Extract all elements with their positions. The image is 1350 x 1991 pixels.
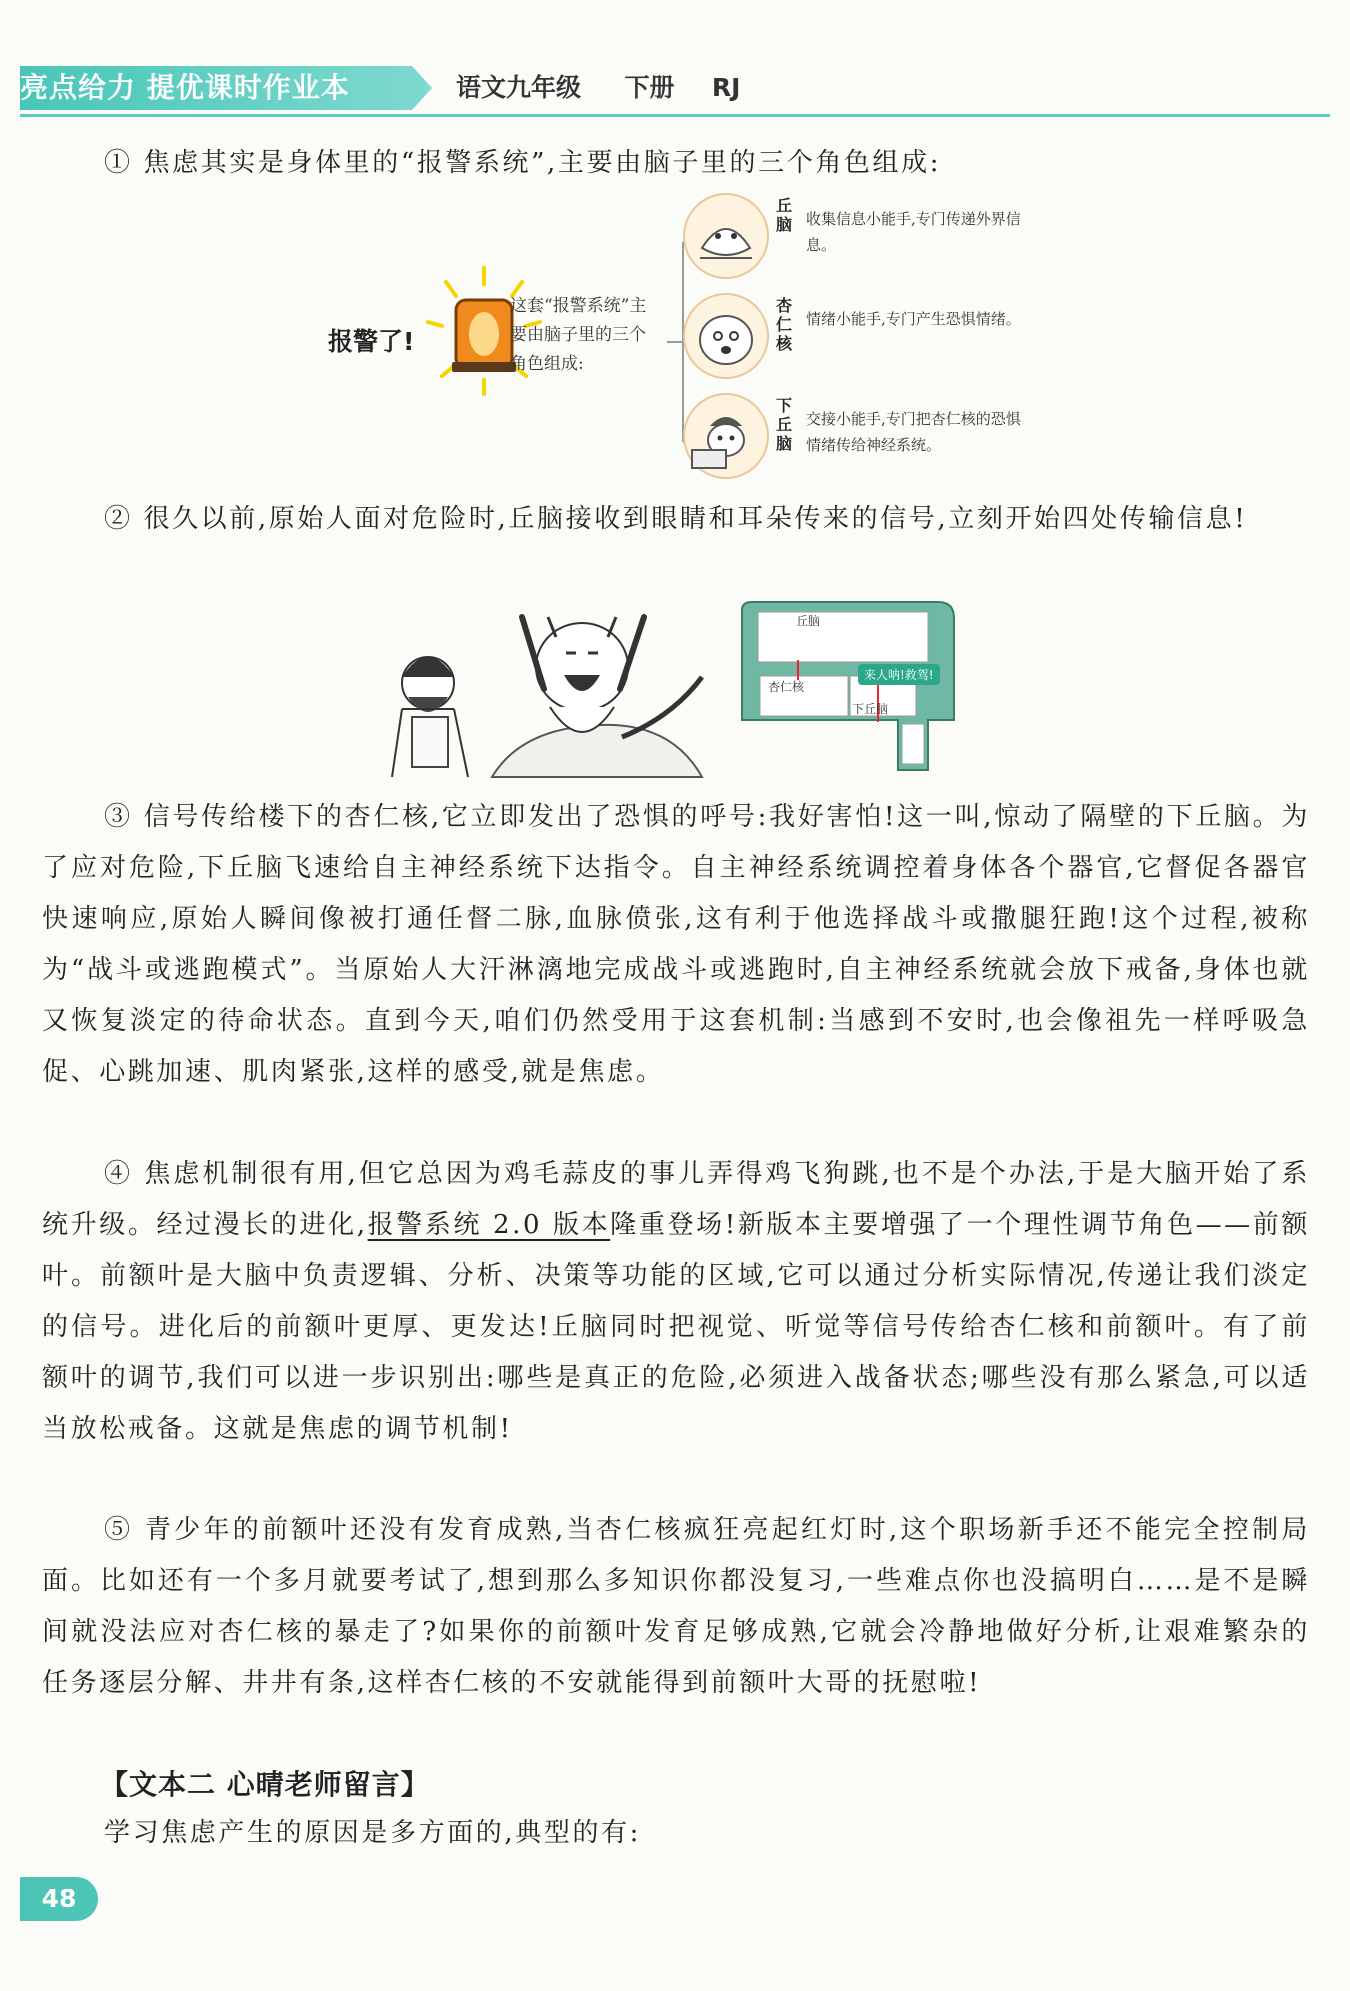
page-header (20, 62, 1330, 118)
underlined-phrase: 报警系统 2.0 版本 (367, 1210, 611, 1240)
paragraph-2: ② 很久以前,原始人面对危险时,丘脑接收到眼睛和耳朵传来的信号,立刻开始四处传输信息! (104, 504, 1248, 534)
paragraph-4-after: 隆重登场!新版本主要增强了一个理性调节角色——前额叶。前额叶是大脑中负责逻辑、分析、决策等功能的区域,它可以通过分析实际情况,传递让我们淡定的信号。进化后的前额叶更厚、更发达!丘脑同时把视觉、听觉等信号传给杏仁核和前额叶。有了前额叶的调节,我们可以进一步识别出:哪些是真正的危险,必须进入战备状态;哪些没有那么紧急,可以适当放松戒备。这就是焦虑的调节机制! (42, 1210, 1311, 1444)
alarm-caption: 这套“报警系统”主要由脑子里的三个角色组成: (510, 296, 647, 374)
header-brand: 亮点给力 提优课时作业本 (20, 71, 350, 104)
paragraph-4-before: ④ 焦虑机制很有用,但它总因为鸡毛蒜皮的事儿弄得鸡飞狗跳,也不是个办法,于是大脑开始了系统升级。经过漫长的进化, (42, 1159, 1310, 1240)
role-hypothalamus (682, 392, 1062, 482)
paragraph-4 (42, 1149, 1310, 1455)
room-label-amygdala: 杏仁核 (768, 680, 805, 694)
header-volume: 下册 (624, 73, 675, 102)
paragraph-intro: ① 焦虑其实是身体里的“报警系统”,主要由脑子里的三个角色组成: (104, 148, 942, 178)
thalamus-character-icon (682, 192, 770, 280)
header-edition: RJ (711, 73, 741, 102)
caveman-tiger-illustration (372, 597, 734, 779)
header-meta (456, 68, 740, 108)
section-heading: 【文本二 心晴老师留言】 (100, 1768, 430, 1801)
role-name: 丘脑 (776, 196, 793, 234)
role-name: 下丘脑 (776, 396, 793, 453)
room-label-hypothalamus: 下丘脑 (852, 702, 889, 716)
role-name: 杏仁核 (776, 296, 793, 353)
role-amygdala (682, 292, 1062, 382)
page-number-badge: 48 (20, 1877, 98, 1921)
caveman-figure (392, 657, 468, 777)
paragraph-3: ③ 信号传给楼下的杏仁核,它立即发出了恐惧的呼号:我好害怕!这一叫,惊动了隔壁的下丘脑。为了应对危险,下丘脑飞速给自主神经系统下达指令。自主神经系统调控着身体各个器官,它督促各器官快速响应,原始人瞬间像被打通任督二脉,血脉偾张,这有利于他选择战斗或撒腿狂跑!这个过程,被称为“战斗或逃跑模式”。当原始人大汗淋漓地完成战斗或逃跑时,自主神经系统就会放下戒备,身体也就又恢复淡定的待命状态。直到今天,咱们仍然受用于这套机制:当感到不安时,也会像祖先一样呼吸急促、心跳加速、肌肉紧张,这样的感受,就是焦虑。 (42, 802, 1310, 1087)
header-subject: 语文九年级 (456, 73, 582, 102)
tiger-figure (522, 617, 702, 737)
paragraph-6: 学习焦虑产生的原因是多方面的,典型的有: (104, 1818, 642, 1848)
hypothalamus-character-icon (682, 392, 770, 480)
role-desc: 收集信息小能手,专门传递外界信息。 (806, 210, 1021, 254)
room-label-thalamus: 丘脑 (796, 614, 821, 628)
brain-building-diagram (738, 600, 974, 778)
header-rule (20, 114, 1330, 117)
alarm-system-figure (320, 192, 1040, 482)
alarm-label: 报警了! (328, 327, 415, 356)
role-desc: 交接小能手,专门把杏仁核的恐惧情绪传给神经系统。 (806, 410, 1021, 454)
role-thalamus (682, 192, 1062, 282)
speech-bubble: 来人呐!救驾! (858, 664, 940, 685)
paragraph-5: ⑤ 青少年的前额叶还没有发育成熟,当杏仁核疯狂亮起红灯时,这个职场新手还不能完全控制局面。比如还有一个多月就要考试了,想到那么多知识你都没复习,一些难点你也没搞明白……是不是瞬间就没法应对杏仁核的暴走了?如果你的前额叶发育足够成熟,它就会冷静地做好分析,让艰难繁杂的任务逐层分解、井井有条,这样杏仁核的不安就能得到前额叶大哥的抚慰啦! (42, 1515, 1310, 1698)
amygdala-character-icon (682, 292, 770, 380)
role-desc: 情绪小能手,专门产生恐惧情绪。 (806, 310, 1021, 328)
